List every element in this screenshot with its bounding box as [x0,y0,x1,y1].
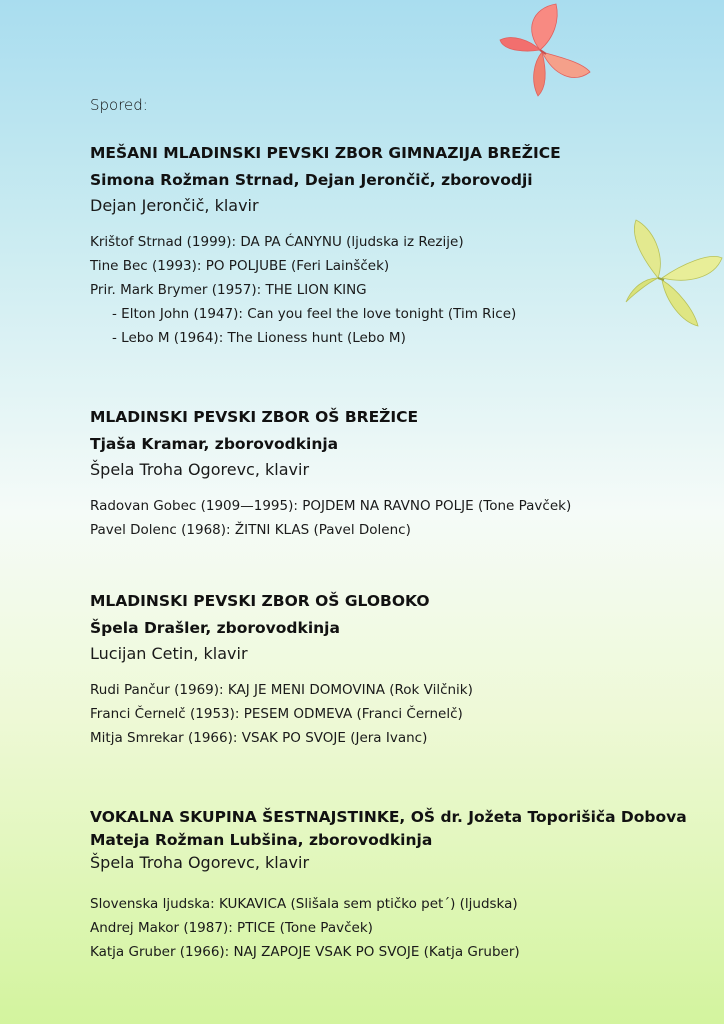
program-section [90,406,710,542]
piece-list [90,678,710,750]
piece-item: Rudi Pančur (1969): KAJ JE MENI DOMOVINA (Rok Vilčnik) [90,682,473,698]
choir-title: VOKALNA SKUPINA ŠESTNAJSTINKE, OŠ dr. Jožeta Toporišiča Dobova [90,808,687,826]
program-section [90,806,710,964]
conductor-line: Mateja Rožman Lubšina, zborovodkinja [90,831,433,849]
choir-title: MEŠANI MLADINSKI PEVSKI ZBOR GIMNAZIJA BREŽICE [90,144,561,162]
piece-item: Prir. Mark Brymer (1957): THE LION KING [90,282,367,298]
conductor-line: Špela Drašler, zborovodkinja [90,619,340,637]
program-section [90,142,710,350]
pianist-line: Špela Troha Ogorevc, klavir [90,460,310,479]
choir-title: MLADINSKI PEVSKI ZBOR OŠ GLOBOKO [90,592,430,610]
pianist-line: Lucijan Cetin, klavir [90,644,248,663]
piece-item: Slovenska ljudska: KUKAVICA (Slišala sem ptičko pet´) (ljudska) [90,896,518,912]
pianist-line: Dejan Jerončič, klavir [90,196,259,215]
piece-item: - Lebo M (1964): The Lioness hunt (Lebo M) [112,330,406,346]
piece-item: Krištof Strnad (1999): DA PA ĆANYNU (ljudska iz Rezije) [90,234,464,250]
piece-item: Franci Černelč (1953): PESEM ODMEVA (Franci Černelč) [90,706,463,722]
piece-item: Tine Bec (1993): PO POLJUBE (Feri Lainšček) [90,258,390,274]
piece-item: - Elton John (1947): Can you feel the love tonight (Tim Rice) [112,306,517,322]
conductor-line: Simona Rožman Strnad, Dejan Jerončič, zborovodji [90,171,533,189]
piece-item: Radovan Gobec (1909—1995): POJDEM NA RAVNO POLJE (Tone Pavček) [90,498,572,514]
conductor-line: Tjaša Kramar, zborovodkinja [90,435,339,453]
piece-list [90,230,710,350]
program-section [90,590,710,750]
piece-item: Pavel Dolenc (1968): ŽITNI KLAS (Pavel Dolenc) [90,522,411,538]
piece-item: Andrej Makor (1987): PTICE (Tone Pavček) [90,920,373,936]
program-intro: Spored: [90,96,148,114]
piece-list [90,892,710,964]
piece-list [90,494,710,542]
piece-item: Katja Gruber (1966): NAJ ZAPOJE VSAK PO SVOJE (Katja Gruber) [90,944,520,960]
pianist-line: Špela Troha Ogorevc, klavir [90,853,310,872]
butterfly-icon [494,0,594,100]
choir-title: MLADINSKI PEVSKI ZBOR OŠ BREŽICE [90,408,419,426]
piece-item: Mitja Smrekar (1966): VSAK PO SVOJE (Jera Ivanc) [90,730,428,746]
